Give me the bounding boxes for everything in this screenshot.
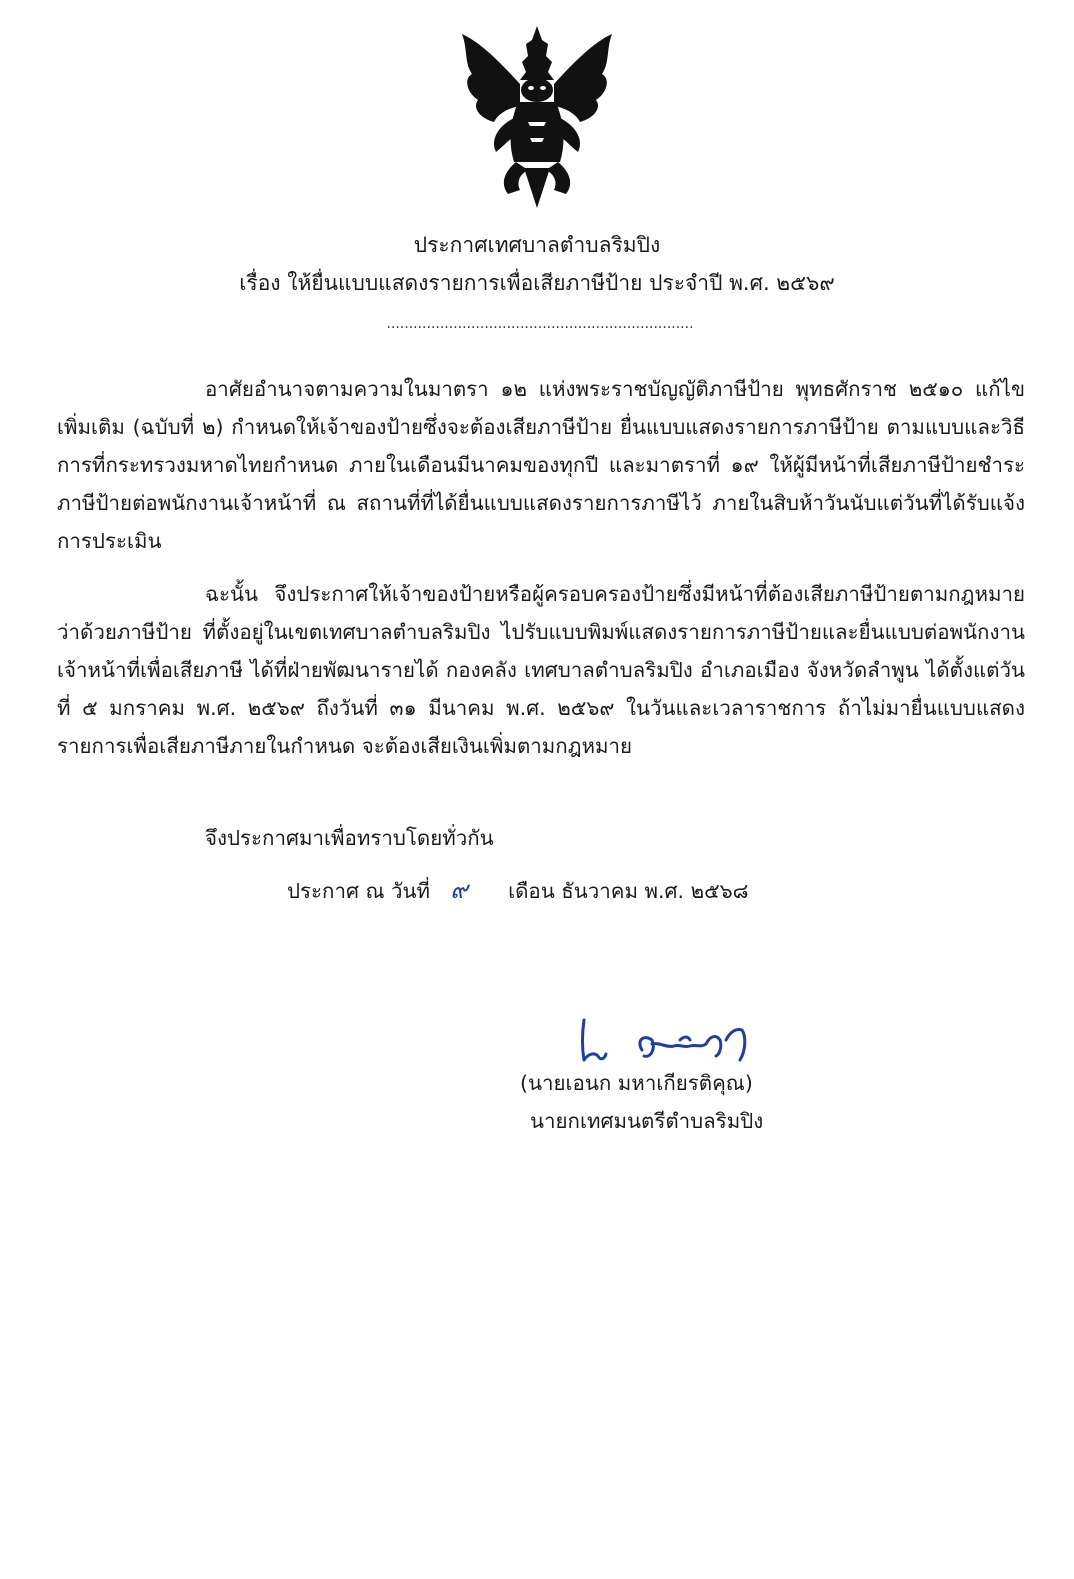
body-paragraph-2: ฉะนั้น จึงประกาศให้เจ้าของป้ายหรือผู้ครอบครองป้ายซึ่งมีหน้าที่ต้องเสียภาษีป้ายตามกฎหมายว่าด้วยภาษีป้าย ที่ตั้งอยู่ในเขตเทศบาลตำบลริมปิง ไปรับแบบพิมพ์แสดงรายการภาษีป้ายและยื่นแบบต่อพนักงานเจ้าหน้าที่เพื่อเสียภาษี ได้ที่ฝ่ายพัฒนารายได้ กองคลัง เทศบาลตำบลริมปิง อำเภอเมือง จังหวัดลำพูน ได้ตั้งแต่วันที่ ๕ มกราคม พ.ศ. ๒๕๖๙ ถึงวันที่ ๓๑ มีนาคม พ.ศ. ๒๕๖๙ ในวันและเวลาราชการ ถ้าไม่มายื่นแบบแสดงรายการเพื่อเสียภาษีภายในกำหนด จะต้องเสียเงินเพิ่มตามกฎหมาย	[57, 582, 1025, 758]
date-month-year: เดือน ธันวาคม พ.ศ. ๒๕๖๘	[508, 879, 749, 903]
garuda-emblem-icon	[450, 22, 625, 212]
separator-line: .....................................................................	[386, 316, 694, 332]
date-prefix: ประกาศ ณ วันที่	[287, 879, 431, 903]
announcement-subject: เรื่อง ให้ยื่นแบบแสดงรายการเพื่อเสียภาษีป้าย ประจำปี พ.ศ. ๒๕๖๙	[239, 271, 835, 295]
announcement-title: ประกาศเทศบาลตำบลริมปิง	[413, 233, 661, 257]
body-paragraph-1: อาศัยอำนาจตามความในมาตรา ๑๒ แห่งพระราชบัญญัติภาษีป้าย พุทธศักราช ๒๕๑๐ แก้ไขเพิ่มเติม (ฉบับที่ ๒) กำหนดให้เจ้าของป้ายซึ่งจะต้องเสียภาษีป้าย ยื่นแบบแสดงรายการภาษีป้าย ตามแบบและวิธีการที่กระทรวงมหาดไทยกำหนด ภายในเดือนมีนาคมของทุกปี และมาตราที่ ๑๙ ให้ผู้มีหน้าที่เสียภาษีป้ายชำระภาษีป้ายต่อพนักงานเจ้าหน้าที่ ณ สถานที่ที่ได้ยื่นแบบแสดงรายการภาษีไว้ ภายในสิบห้าวันนับแต่วันที่ได้รับแจ้งการประเมิน	[57, 377, 1025, 553]
date-day-handwritten: ๙	[450, 876, 468, 904]
signer-name: (นายเอนก มหาเกียรติคุณ)	[520, 1071, 753, 1095]
announcement-date	[287, 873, 748, 908]
closing-statement: จึงประกาศมาเพื่อทราบโดยทั่วกัน	[205, 826, 494, 850]
signer-position: นายกเทศมนตรีตำบลริมปิง	[530, 1109, 764, 1133]
